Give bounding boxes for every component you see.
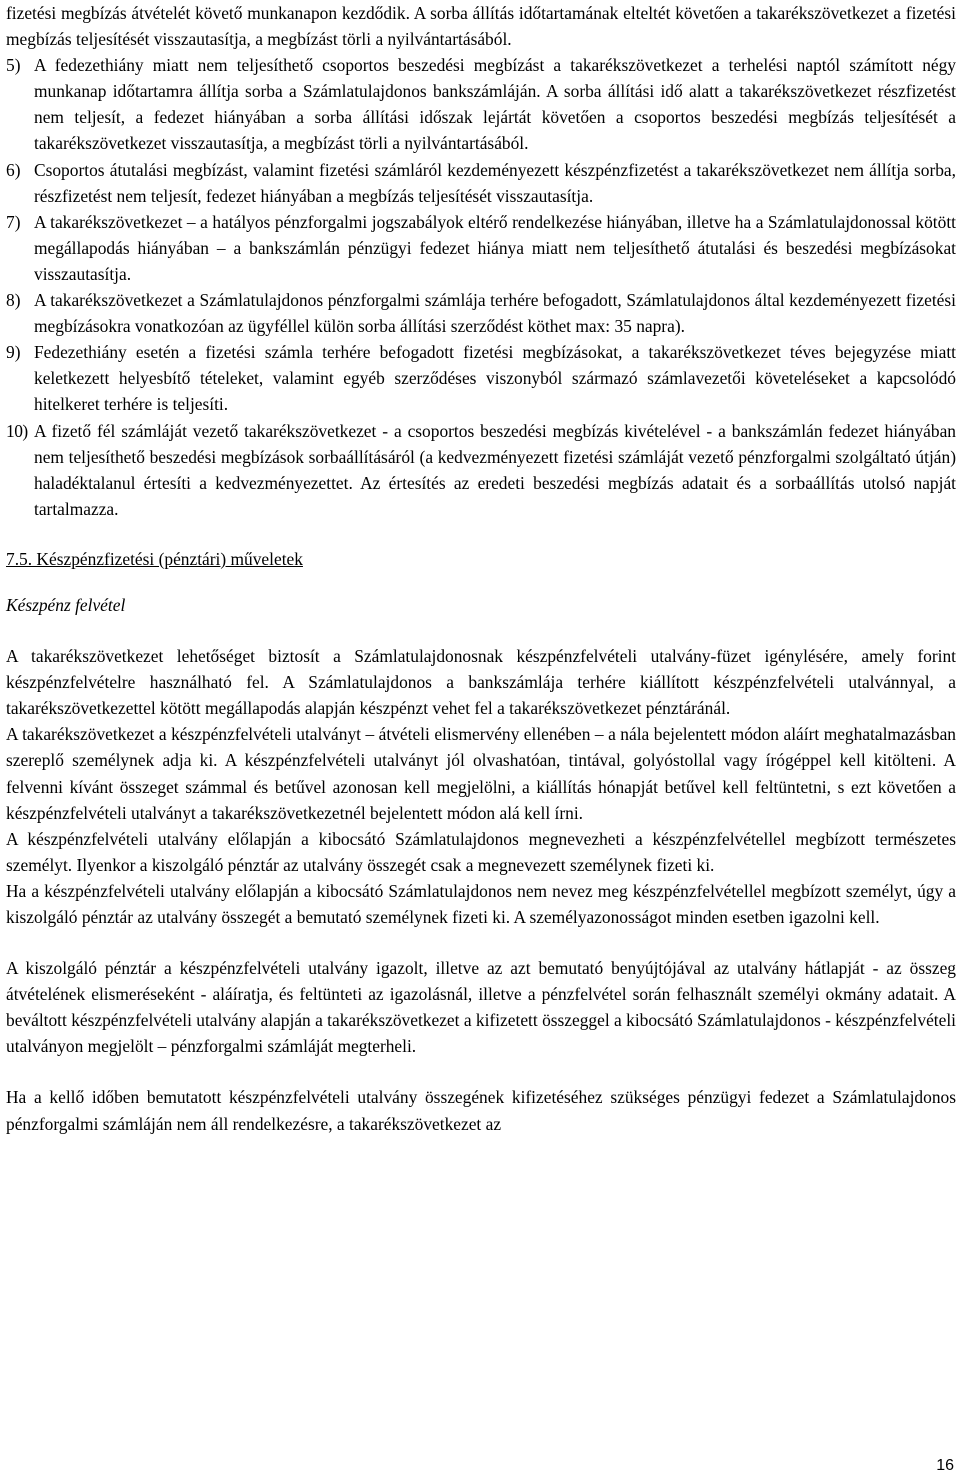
list-item bbox=[6, 287, 956, 339]
document-page bbox=[6, 0, 956, 1137]
list-item-text: A takarékszövetkezet a Számlatulajdonos pénzforgalmi számlája terhére befogadott, Számlatulajdonos által kezdeményezett fizetési megbízásokra vonatkozóan az ügyféllel külön sorba állítási szerződést köthet max: 35 napra). bbox=[34, 290, 956, 337]
list-item-number: 9) bbox=[6, 342, 21, 363]
list-item-number: 6) bbox=[6, 159, 21, 180]
list-item-number: 10) bbox=[6, 420, 28, 441]
page-number: 16 bbox=[936, 1457, 954, 1474]
list-item bbox=[6, 209, 956, 287]
body-paragraph: A kiszolgáló pénztár a készpénzfelvételi utalvány igazolt, illetve az azt bemutató benyújtójával az utalvány hátlapját - az összeg átvételének elismeréseként - aláíratja, és feltünteti az igazolásnál, illetve a pénzfelvétel során felhasznált személyi okmány adatait. A beváltott készpénzfelvételi utalvány alapján a takarékszövetkezet a kifizetett összeggel a kibocsátó Számlatulajdonos - készpénzfelvételi utalványon megjelölt – pénzforgalmi számláját megterheli. bbox=[6, 958, 956, 1057]
list-item-number: 8) bbox=[6, 290, 21, 311]
body-paragraph: Ha a készpénzfelvételi utalvány előlapján a kibocsátó Számlatulajdonos nem nevez meg készpénzfelvétellel megbízott személyt, úgy a kiszolgáló pénztár az utalvány összegét a bemutató személynek fizeti ki. A személyazonosságot minden esetben igazolni kell. bbox=[6, 880, 956, 927]
body-paragraph: A készpénzfelvételi utalvány előlapján a kibocsátó Számlatulajdonos megnevezheti a készpénzfelvétellel megbízott természetes személyt. Ilyenkor a kiszolgáló pénztár az utalvány összegét csak a megnevezett személynek fizeti ki. bbox=[6, 828, 956, 875]
body-paragraph: Ha a kellő időben bemutatott készpénzfelvételi utalvány összegének kifizetéséhez szükséges pénzügyi fedezet a Számlatulajdonos pénzforgalmi számláján nem áll rendelkezésre, a takarékszövetkezet az bbox=[6, 1087, 956, 1134]
body-paragraph: A takarékszövetkezet lehetőséget biztosít a Számlatulajdonosnak készpénzfelvételi utalvány-füzet igénylésére, amely forint készpénzfelvételre használható fel. A Számlatulajdonos a bankszámlája terhére kiállított készpénzfelvételi utalvánnyal, a takarékszövetkezettel kötött megállapodás alapján készpénzt vehet fel a takarékszövetkezet pénztáránál. bbox=[6, 646, 956, 719]
list-item-text: Csoportos átutalási megbízást, valamint fizetési számláról kezdeményezett készpénzfizetést a takarékszövetkezet nem állítja sorba, részfizetést nem teljesít, fedezet hiányában a megbízás teljesítését visszautasítja. bbox=[34, 159, 956, 206]
subheading: Készpénz felvétel bbox=[6, 594, 126, 615]
list-item bbox=[6, 339, 956, 417]
body-paragraph: A takarékszövetkezet a készpénzfelvételi utalványt – átvételi elismervény ellenében – a nála bejelentett módon aláírt meghatalmazásban szereplő személynek adja ki. A készpénzfelvételi utalványt jól olvashatóan, tintával, golyóstollal vagy írógéppel kell kitölteni. A felvenni kívánt összeget számmal és betűvel azonosan kell megjelölni, a kiállítás hónapját betűvel kell feltüntetni, s ezt követően a készpénzfelvételi utalványt a takarékszövetkezetnél bejelentett módon alá kell írni. bbox=[6, 724, 956, 823]
list-item bbox=[6, 157, 956, 209]
list-item-text: A fedezethiány miatt nem teljesíthető csoportos beszedési megbízást a takarékszövetkezet a terhelési naptól számított négy munkanap időtartamra állítja sorba a Számlatulajdonos bankszámláján. A sorba állítási idő alatt a takarékszövetkezet részfizetést nem teljesít, a fedezet hiányában a sorba állítási időszak lejártát követően a csoportos beszedési megbízás teljesítését a takarékszövetkezet visszautasítja, a megbízást törli a nyilvántartásából. bbox=[34, 55, 956, 154]
list-item-number: 5) bbox=[6, 55, 21, 76]
list-item-text: Fedezethiány esetén a fizetési számla terhére befogadott fizetési megbízásokat, a takarékszövetkezet téves bejegyzése miatt keletkezett helyesbítő tételeket, valamint egyéb szerződéses viszonyból származó számlavezetői követeléseket a kapcsolódó hitelkeret terhére is teljesíti. bbox=[34, 342, 956, 415]
list-item bbox=[6, 52, 956, 156]
list-item-number: 7) bbox=[6, 211, 21, 232]
list-item-text: A fizető fél számláját vezető takarékszövetkezet - a csoportos beszedési megbízás kivételével - a bankszámlán fedezet hiányában nem teljesíthető beszedési megbízások sorbaállításáról (a kedvezményezett fizetési számláját vezető pénzforgalmi szolgáltató útján) haladéktalanul értesíti a kedvezményezettet. Az értesítés az eredeti beszedési megbízás adatait és a sorbaállítás utolsó napját tartalmazza. bbox=[34, 420, 956, 519]
section-heading: 7.5. Készpénzfizetési (pénztári) műveletek bbox=[6, 548, 303, 569]
intro-continuation-paragraph: fizetési megbízás átvételét követő munkanapon kezdődik. A sorba állítás időtartamának elteltét követően a takarékszövetkezet a fizetési megbízás teljesítését visszautasítja, a megbízást törli a nyilvántartásából. bbox=[6, 3, 956, 50]
list-item bbox=[6, 418, 956, 522]
list-item-text: A takarékszövetkezet – a hatályos pénzforgalmi jogszabályok eltérő rendelkezése hiányában, illetve ha a Számlatulajdonossal kötött megállapodás hiányában – a bankszámlán pénzügyi fedezet hiánya miatt nem teljesíthető átutalási és beszedési megbízásokat visszautasítja. bbox=[34, 211, 956, 284]
